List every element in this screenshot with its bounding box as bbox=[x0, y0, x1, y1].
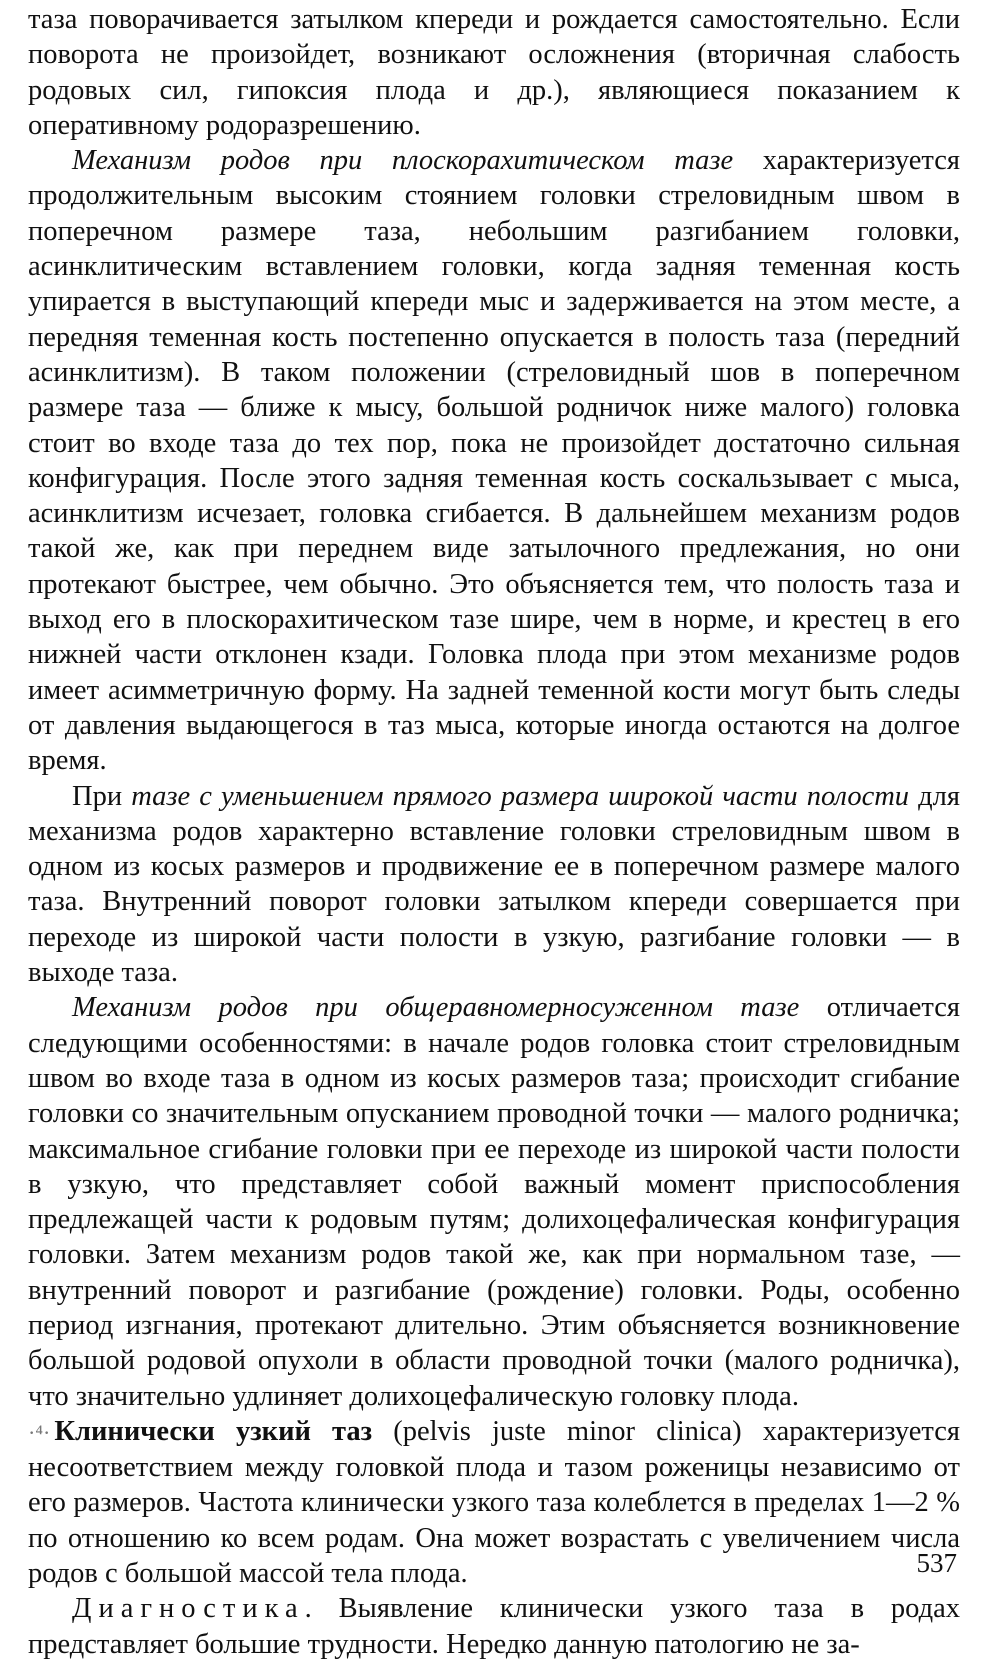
page-number: 537 bbox=[916, 1548, 957, 1578]
paragraph-3-text: для механизма родов характерно вставление головки стреловидным швом в одном из косых размеров и продвижение ее в поперечном размере малого таза. Внутренний поворот головки затылком кпереди совершается при переходе из широкой части полости в узкую, разгибание головки — в выходе таза. bbox=[28, 780, 960, 989]
paragraph-5-text: (pelvis juste minor clinica) характеризуется несоответствием между головкой плода и тазом роженицы независимо от его размеров. Частота клинически узкого таза колеблется в пределах 1—2 % по отношению ко всем родам. Она может возрастать с увеличением числа родов с большой массой тела плода. bbox=[28, 1415, 960, 1590]
paragraph-3-pre: При bbox=[72, 780, 132, 812]
paragraph-1-text: таза поворачивается затылком кпереди и рождается самостоятельно. Если поворота не произойдет, возникают осложнения (вторичная слабость родовых сил, гипоксия плода и др.), являющиеся показанием к оперативному родоразрешению. bbox=[28, 4, 960, 141]
paragraph-2-italic-lead: Механизм родов при плоскорахитическом тазе bbox=[72, 145, 734, 177]
paragraph-3 bbox=[28, 779, 960, 991]
paragraph-4 bbox=[28, 990, 960, 1414]
paragraph-3-italic-lead: тазе с уменьшением прямого размера широкой части полости bbox=[131, 780, 910, 812]
paragraph-4-italic-lead: Механизм родов при общеравномерносуженном тазе bbox=[72, 992, 800, 1024]
paragraph-6 bbox=[28, 1591, 960, 1662]
paragraph-2-text: характеризуется продолжительным высоким стоянием головки стреловидным швом в поперечном размере таза, небольшим разгибанием головки, асинклитическим вставлением головки, когда задняя теменная кость упирается в выступающий кпереди мыс и задерживается на этом месте, а передняя теменная кость постепенно опускается в полость таза (передний асинклитизм). В таком положении (стреловидный шов в поперечном размере таза — ближе к мысу, большой родничок ниже малого) головка стоит во входе таза до тех пор, пока не произойдет достаточно сильная конфигурация. После этого задняя теменная кость соскальзывает с мыса, асинклитизм исчезает, головка сгибается. В дальнейшем механизм родов такой же, как при переднем виде затылочного предлежания, но они протекают быстрее, чем обычно. Это объясняется тем, что полость таза и выход его в плоскорахитическом тазе шире, чем в норме, и крестец в его нижней части отклонен кзади. Головка плода при этом механизме родов имеет асимметричную форму. На задней теменной кости могут быть следы от давления выдающегося в таз мыса, которые иногда остаются на долгое время. bbox=[28, 145, 960, 777]
paragraph-5 bbox=[28, 1414, 960, 1591]
paragraph-4-text: отличается следующими особенностями: в начале родов головка стоит стреловидным швом во входе таза в одном из косых размеров таза; происходит сгибание головки со значительным опусканием проводной точки — малого родничка; максимальное сгибание головки при ее переходе из широкой части полости в узкую, что представляет собой важный момент приспособления предлежащей части к родовым путям; долихоцефалическая конфигурация головки. Затем механизм родов такой же, как при нормальном тазе, — внутренний поворот и разгибание (рождение) головки. Роды, особенно период изгнания, протекают длительно. Этим объясняется возникновение большой родовой опухоли в области проводной точки (малого родничка), что значительно удлиняет долихоцефалическую головку плода. bbox=[28, 992, 960, 1412]
paragraph-6-text: . Выявление клинически узкого таза в родах представляет большие трудности. Нередко данную патологию не за- bbox=[28, 1593, 960, 1660]
paragraph-5-bold-lead: Клинически узкий таз bbox=[54, 1415, 373, 1447]
paragraph-1 bbox=[28, 2, 960, 143]
paragraph-6-spaced-lead: Диагностика bbox=[72, 1593, 305, 1625]
paragraph-2 bbox=[28, 143, 960, 778]
page-body bbox=[28, 2, 960, 1662]
margin-mark-icon: ·⁴· bbox=[28, 1419, 51, 1445]
